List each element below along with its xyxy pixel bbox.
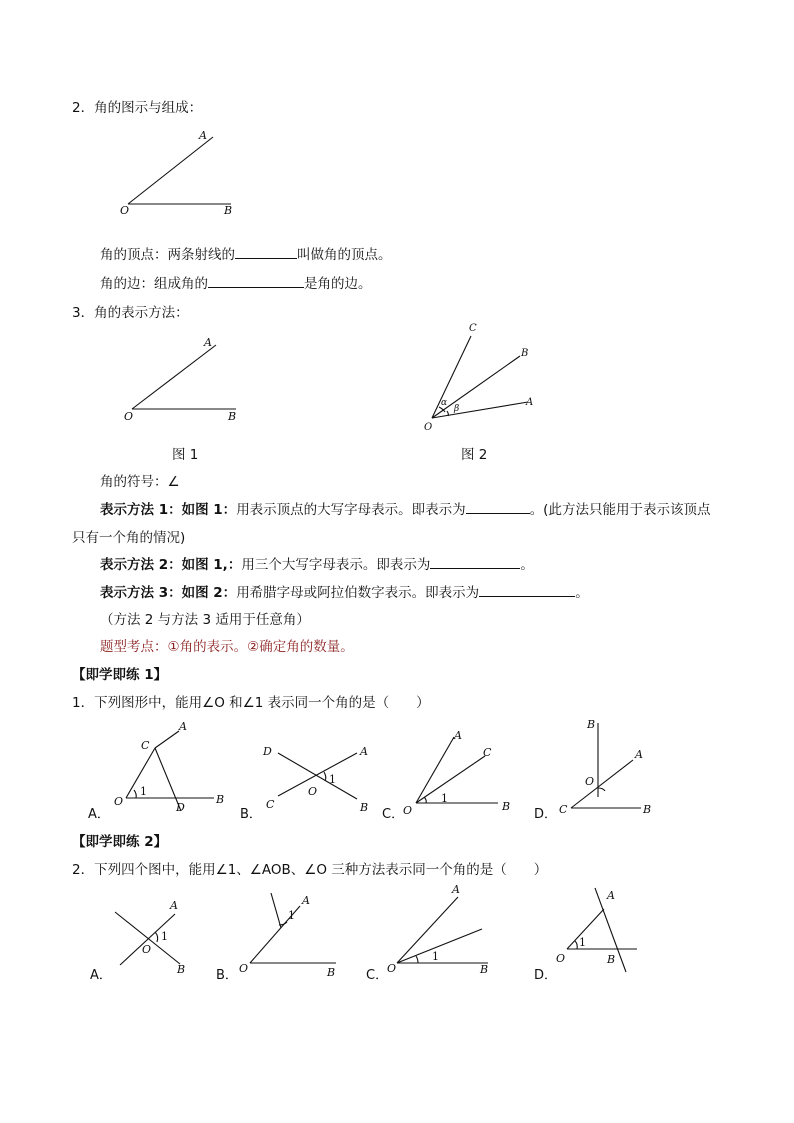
p1-option-d-label[interactable]: D． (534, 807, 558, 822)
arc-1 (416, 956, 418, 963)
label-b: B (177, 963, 186, 976)
practice1-question: 1．下列图形中，能用∠O 和∠1 表示同一个角的是（ ） (72, 695, 430, 711)
line-ob (115, 912, 180, 964)
arc-1 (155, 932, 158, 942)
section3-heading: 3．角的表示方法： (72, 305, 189, 321)
label-o: O (308, 785, 318, 798)
p2-option-b-figure (235, 888, 345, 979)
method1-blank[interactable] (466, 512, 530, 514)
method-2: 表示方法 2：如图 1,：用三个大写字母表示。即表示为 。 (100, 557, 534, 573)
label-b: B (521, 348, 529, 359)
label-a: A (635, 748, 643, 761)
label-1: 1 (161, 930, 168, 943)
label-o: O (120, 204, 130, 217)
figure-2-caption: 图 2 (461, 447, 488, 463)
p2-option-c-figure (385, 880, 500, 975)
line-ca (571, 760, 633, 808)
label-1: 1 (329, 773, 336, 786)
practice1-title: 【即学即练 1】 (72, 667, 168, 683)
label-o: O (585, 775, 595, 788)
label-a: A (170, 899, 178, 912)
line-oa (397, 897, 458, 963)
label-beta: β (454, 404, 460, 414)
label-o: O (239, 962, 249, 975)
label-b-top: B (587, 718, 596, 731)
label-o: O (114, 795, 124, 808)
side-definition: 角的边：组成角的 是角的边。 (100, 276, 372, 292)
section2-heading: 2．角的图示与组成： (72, 100, 203, 116)
p1-option-c-label[interactable]: C． (382, 807, 405, 822)
label-alpha: α (441, 398, 448, 408)
label-b: B (360, 801, 369, 814)
practice2-question: 2．下列四个图中，能用∠1、∠AOB、∠O 三种方法表示同一个角的是（ ） (72, 862, 548, 878)
label-a: A (607, 889, 615, 902)
p1-option-b-figure (258, 738, 378, 818)
ray-oa (128, 137, 213, 204)
vertex-blank[interactable] (235, 257, 297, 259)
figure-1 (118, 332, 248, 427)
exam-points: 题型考点：①角的表示。②确定角的数量。 (100, 639, 354, 655)
p2-option-a-figure (110, 895, 200, 975)
angle-figure-sec2 (115, 125, 245, 220)
p2-option-d-label[interactable]: D． (534, 968, 558, 983)
label-1: 1 (288, 909, 295, 922)
label-a: A (179, 720, 187, 733)
ray-oa (132, 345, 216, 409)
p1-option-a-figure (110, 718, 235, 818)
arc-1 (424, 797, 426, 803)
label-a: A (454, 729, 462, 742)
label-c: C (266, 798, 275, 811)
label-b: B (502, 800, 511, 813)
label-a: A (360, 745, 368, 758)
practice2-title: 【即学即练 2】 (72, 834, 168, 850)
p2-option-c-label[interactable]: C． (366, 968, 389, 983)
label-b: B (327, 966, 336, 979)
label-o: O (142, 943, 152, 956)
label-a: A (452, 883, 460, 896)
p2-option-d-figure (553, 885, 648, 975)
label-a: A (199, 129, 207, 142)
label-o: O (387, 962, 397, 975)
label-o: O (424, 422, 433, 433)
line-ca (155, 731, 179, 748)
line-oa (416, 737, 454, 803)
ray-ob (432, 356, 520, 418)
label-c: C (469, 323, 477, 334)
label-o: O (124, 410, 134, 423)
p1-option-c-figure (400, 722, 520, 817)
arc-1 (575, 941, 577, 949)
arc-o (598, 788, 605, 791)
label-b: B (216, 793, 225, 806)
line-mid (397, 929, 482, 963)
label-d: D (176, 801, 185, 814)
label-a: A (526, 397, 534, 408)
label-a: A (204, 336, 212, 349)
figure-2 (420, 320, 550, 435)
label-1: 1 (432, 950, 439, 963)
p1-option-b-label[interactable]: B． (240, 807, 262, 822)
line-oc (416, 756, 485, 803)
label-b: B (643, 803, 652, 816)
method3-blank[interactable] (479, 595, 575, 597)
p1-option-a-label[interactable]: A． (88, 807, 110, 822)
label-o: O (556, 952, 566, 965)
label-1: 1 (579, 936, 586, 949)
angle-symbol-line: 角的符号：∠ (100, 474, 180, 490)
ray-oc (432, 336, 471, 418)
label-1: 1 (441, 792, 448, 805)
label-a: A (302, 894, 310, 907)
label-c: C (559, 803, 568, 816)
method-1: 表示方法 1：如图 1：用表示顶点的大写字母表示。即表示为 。(此方法只能用于表示该顶点 (100, 502, 711, 518)
figure-1-caption: 图 1 (172, 447, 199, 463)
label-1: 1 (140, 785, 147, 798)
line-extra (271, 893, 281, 928)
label-c: C (483, 746, 492, 759)
method2-blank[interactable] (430, 567, 520, 569)
label-o: O (403, 804, 413, 817)
method-note: （方法 2 与方法 3 适用于任意角） (100, 612, 310, 628)
label-b: B (480, 963, 489, 976)
vertex-definition: 角的顶点：两条射线的 叫做角的顶点。 (100, 247, 392, 263)
label-b: B (607, 953, 616, 966)
p2-option-a-label[interactable]: A． (90, 968, 112, 983)
side-blank[interactable] (208, 286, 304, 288)
label-b: B (224, 204, 233, 217)
p2-option-b-label[interactable]: B． (216, 968, 238, 983)
arc-1 (134, 790, 136, 798)
label-d: D (263, 745, 272, 758)
label-c: C (141, 739, 150, 752)
method-3: 表示方法 3：如图 2：用希腊字母或阿拉伯数字表示。即表示为 。 (100, 585, 589, 601)
method-1-continued: 只有一个角的情况) (72, 530, 186, 546)
label-b: B (228, 410, 237, 423)
p1-option-d-figure (555, 712, 665, 817)
